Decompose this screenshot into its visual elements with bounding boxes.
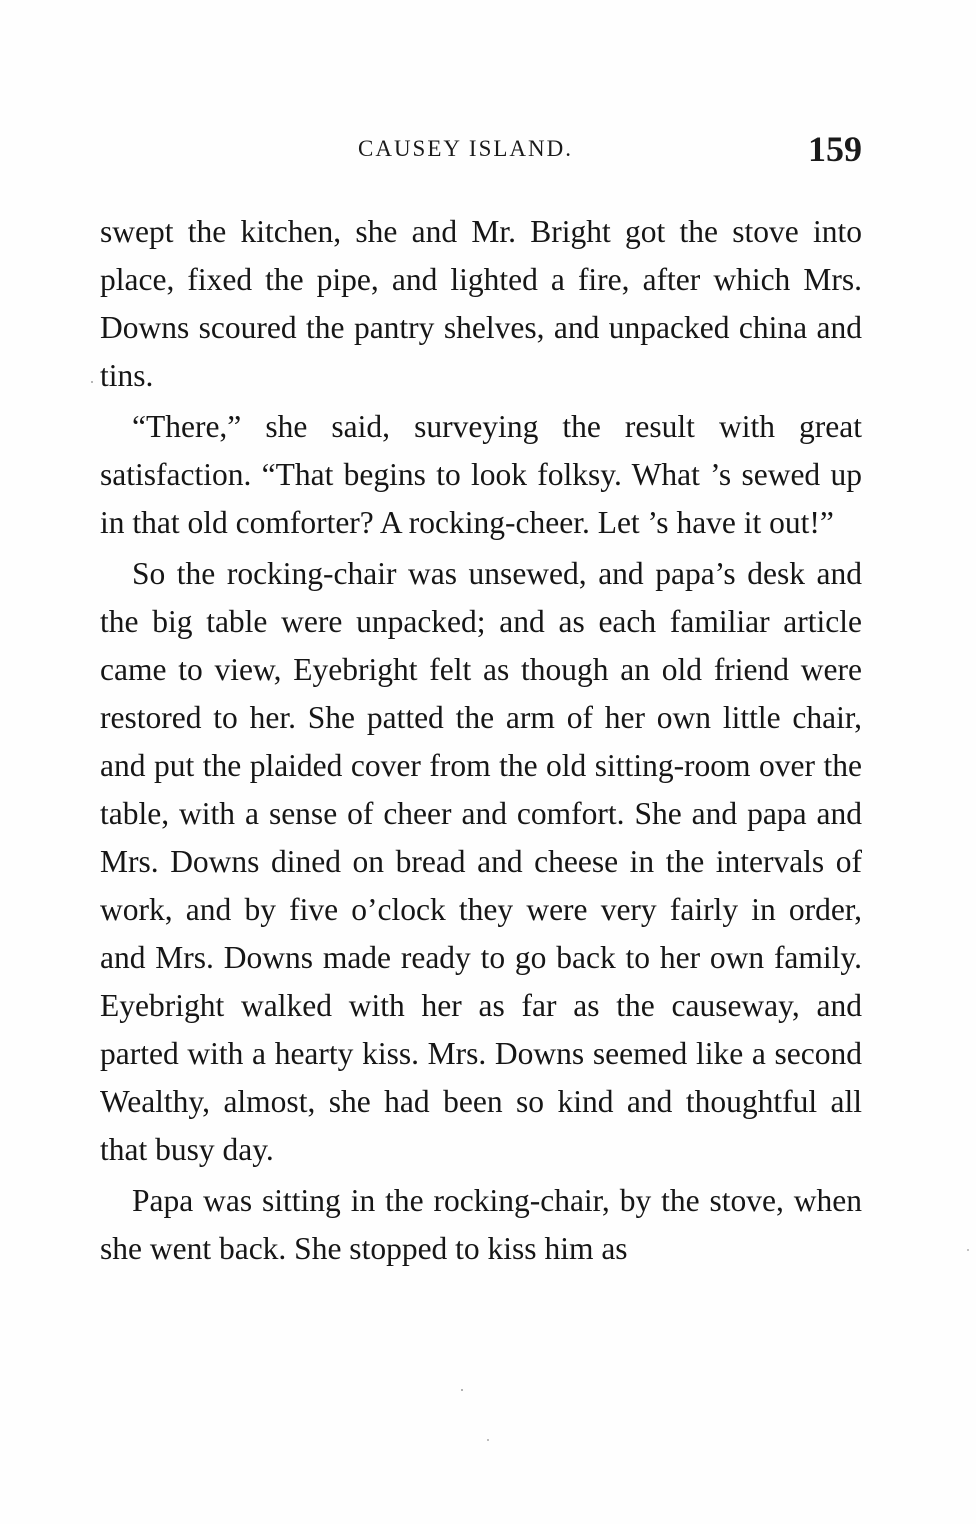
speck (967, 1249, 969, 1251)
speck (91, 381, 93, 383)
running-title: CAUSEY ISLAND. (358, 136, 573, 161)
running-head (100, 128, 864, 172)
paragraph-2: “There,” she said, surveying the result with great satisfaction. “That begins to look folksy. What ’s sewed up in that old comforter? A rocking-cheer. Let ’s have it out!” (100, 409, 862, 540)
speck (487, 1439, 489, 1441)
page-number: 159 (808, 129, 862, 169)
paragraph-1: swept the kitchen, she and Mr. Bright got the stove into place, fixed the pipe, and lighted a fire, after which Mrs. Downs scoured the pantry shelves, and unpacked china and tins. (100, 214, 862, 393)
paragraph-4: Papa was sitting in the rocking-chair, by the stove, when she went back. She stopped to kiss him as (100, 1183, 862, 1266)
paragraph-3: So the rocking-chair was unsewed, and papa’s desk and the big table were unpacked; and as each familiar article came to view, Eyebright felt as though an old friend were restored to her. She patted the arm of her own little chair, and put the plaided cover from the old sitting-room over the table, with a sense of cheer and comfort. She and papa and Mrs. Downs dined on bread and cheese in the intervals of work, and by five o’clock they were very fairly in order, and Mrs. Downs made ready to go back to her own family. Eyebright walked with her as far as the causeway, and parted with a hearty kiss. Mrs. Downs seemed like a second Wealthy, almost, she had been so kind and thoughtful all that busy day. (100, 556, 862, 1167)
speck (461, 1389, 463, 1391)
body-text (100, 208, 862, 1276)
